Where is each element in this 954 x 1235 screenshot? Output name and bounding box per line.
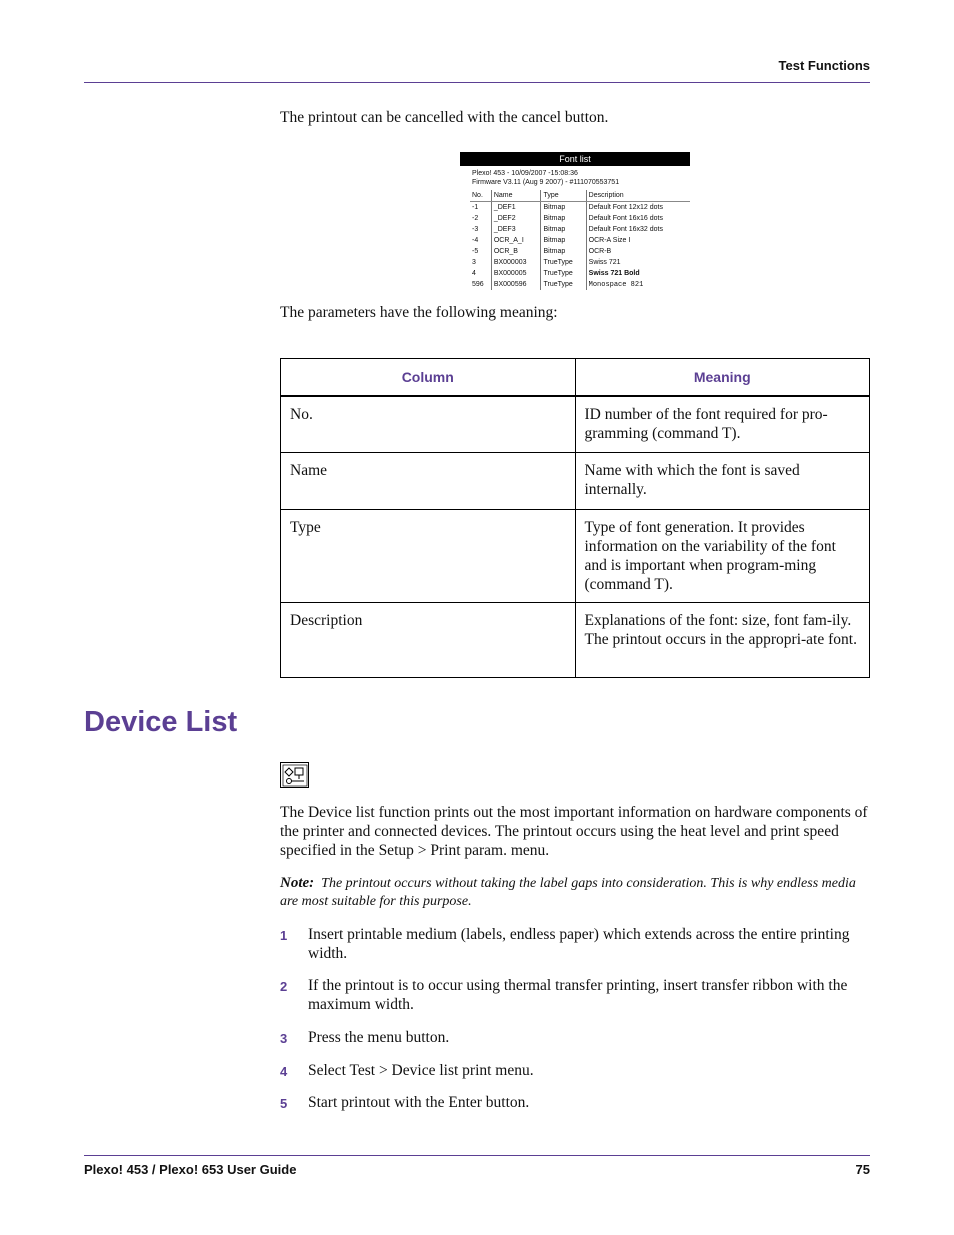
- font-list-info-line: Firmware V3.11 (Aug 9 2007) - #111070553751: [472, 179, 620, 186]
- font-list-cell: _DEF2: [491, 213, 541, 224]
- column-cell: Type: [281, 509, 576, 602]
- font-list-cell: -1: [472, 204, 479, 211]
- meaning-cell: Explanations of the font: size, font fam-ily. The printout occurs in the appropri-ate font.: [575, 602, 870, 677]
- list-item: [280, 1093, 870, 1112]
- font-list-header-row: [470, 190, 690, 202]
- step-number: 2: [280, 979, 288, 994]
- meaning-header: Meaning: [575, 359, 870, 397]
- table-row: [281, 396, 870, 452]
- column-cell: No.: [281, 396, 576, 452]
- font-list-cell: OCR-B: [586, 246, 690, 257]
- font-list-title: Font list: [460, 152, 690, 166]
- step-number: 4: [280, 1064, 288, 1079]
- column-cell: Description: [281, 602, 576, 677]
- font-list-cell: 596: [472, 281, 484, 288]
- font-list-cell: Bitmap: [541, 235, 586, 246]
- font-list-cell: _DEF3: [491, 224, 541, 235]
- step-number: 5: [280, 1096, 288, 1111]
- meaning-cell: Type of font generation. It provides information on the variability of the font and is important when program-ming (command T).: [575, 509, 870, 602]
- column-header: Column: [281, 359, 576, 397]
- font-list-row: [470, 279, 690, 290]
- step-text: Select Test > Device list print menu.: [308, 1062, 534, 1079]
- parameters-header-row: [281, 359, 870, 397]
- step-text: Press the menu button.: [308, 1029, 450, 1046]
- font-list-row: [470, 246, 690, 257]
- table-row: [281, 452, 870, 509]
- section-heading: Device List: [84, 706, 238, 738]
- list-item: [280, 1061, 870, 1080]
- font-list-cell: BX000005: [491, 268, 541, 279]
- footer-title: Plexo! 453 / Plexo! 653 User Guide: [84, 1162, 297, 1177]
- font-list-cell: OCR-A Size I: [586, 235, 690, 246]
- font-list-row: [470, 235, 690, 246]
- font-list-row: [470, 213, 690, 224]
- font-list-cell: 4: [472, 270, 476, 277]
- intro-text: The printout can be cancelled with the cancel button.: [280, 109, 609, 126]
- font-list-cell: Bitmap: [541, 202, 586, 214]
- page-number: 75: [855, 1162, 870, 1177]
- font-list-cell: OCR_A_I: [491, 235, 541, 246]
- step-text: If the printout is to occur using thermal transfer printing, insert transfer ribbon with the maximum width.: [308, 977, 848, 1013]
- font-list-info: [460, 166, 690, 187]
- font-list-header-cell: No.: [470, 190, 491, 202]
- font-list-cell: Bitmap: [541, 246, 586, 257]
- font-list-cell: BX000003: [491, 257, 541, 268]
- font-list-cell: 3: [472, 259, 476, 266]
- font-list-table: [470, 190, 690, 290]
- meaning-cell: Name with which the font is saved internally.: [575, 452, 870, 509]
- step-text: Start printout with the Enter button.: [308, 1094, 530, 1111]
- params-intro: The parameters have the following meaning:: [280, 304, 558, 321]
- header-rule: [84, 82, 870, 83]
- font-list-row: [470, 257, 690, 268]
- font-list-info-line: Plexo! 453 - 10/09/2007 -15:08:36: [472, 170, 578, 177]
- font-list-cell: Swiss 721: [586, 257, 690, 268]
- font-list-cell: _DEF1: [491, 202, 541, 214]
- font-list-cell: Bitmap: [541, 213, 586, 224]
- font-list-cell: Default Font 16x32 dots: [586, 224, 690, 235]
- device-list-menu-icon: [280, 762, 309, 788]
- font-list-header-cell: Description: [586, 190, 690, 202]
- font-list-printout: [460, 152, 690, 292]
- parameters-table: [280, 358, 870, 678]
- font-list-cell: TrueType: [541, 279, 586, 290]
- font-list-row: [470, 268, 690, 279]
- font-list-header-cell: Type: [541, 190, 586, 202]
- font-list-cell: Swiss 721 Bold: [586, 268, 690, 279]
- table-row: [281, 509, 870, 602]
- font-list-cell: -2: [472, 215, 479, 222]
- column-cell: Name: [281, 452, 576, 509]
- font-list-cell: Monospace 821: [586, 279, 690, 290]
- font-list-cell: TrueType: [541, 268, 586, 279]
- font-list-cell: BX000596: [491, 279, 541, 290]
- font-list-cell: -3: [472, 226, 479, 233]
- font-list-cell: TrueType: [541, 257, 586, 268]
- font-list-cell: Default Font 16x16 dots: [586, 213, 690, 224]
- step-number: 3: [280, 1031, 288, 1046]
- step-number: 1: [280, 928, 288, 943]
- font-list-row: [470, 202, 690, 214]
- list-item: [280, 1028, 870, 1047]
- running-header: Test Functions: [778, 58, 870, 73]
- table-row: [281, 602, 870, 677]
- font-list-cell: Default Font 12x12 dots: [586, 202, 690, 214]
- meaning-cell: ID number of the font required for pro-gramming (command T).: [575, 396, 870, 452]
- note: [280, 874, 872, 911]
- font-list-cell: -4: [472, 237, 479, 244]
- device-list-description: The Device list function prints out the most important information on hardware components of the printer and connected devices. The printout occurs using the heat level and print speed specified in the Setup > Print param. menu.: [280, 804, 868, 859]
- font-list-row: [470, 224, 690, 235]
- font-list-cell: OCR_B: [491, 246, 541, 257]
- step-text: Insert printable medium (labels, endless paper) which extends across the entire printing width.: [308, 926, 850, 962]
- footer-rule: [84, 1155, 870, 1156]
- font-list-cell: -5: [472, 248, 479, 255]
- list-item: [280, 976, 870, 1014]
- font-list-cell: Bitmap: [541, 224, 586, 235]
- note-text: The printout occurs without taking the label gaps into consideration. This is why endless media are most suitable for this purpose.: [280, 876, 856, 909]
- font-list-header-cell: Name: [491, 190, 541, 202]
- list-item: [280, 925, 870, 963]
- note-label: Note:: [280, 875, 315, 891]
